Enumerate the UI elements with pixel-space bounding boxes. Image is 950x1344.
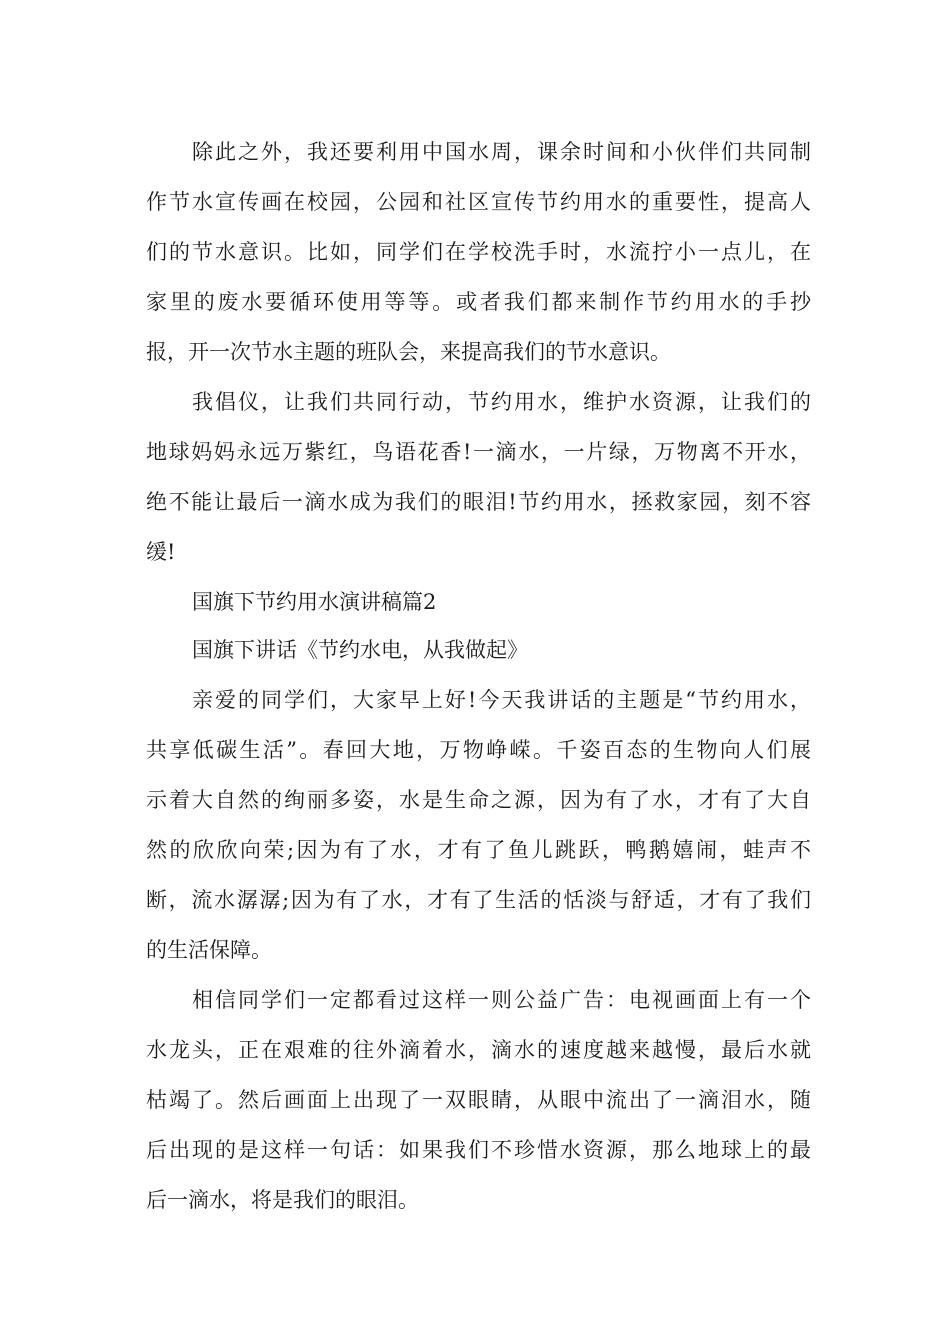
paragraph-3-line-3: 示着大自然的绚丽多姿，水是生命之源，因为有了水，才有了大自: [146, 788, 811, 812]
section-heading: 国旗下节约用水演讲稿篇2: [192, 590, 437, 614]
paragraph-2-line-3: 绝不能让最后一滴水成为我们的眼泪!节约用水，拯救家园，刻不容: [146, 490, 811, 514]
paragraph-4-line-1: 相信同学们一定都看过这样一则公益广告：电视画面上有一个: [192, 988, 811, 1012]
paragraph-3-line-1: 亲爱的同学们，大家早上好!今天我讲话的主题是“节约用水，: [192, 688, 811, 712]
paragraph-2-line-2: 地球妈妈永远万紫红，鸟语花香!一滴水，一片绿，万物离不开水，: [146, 440, 811, 464]
paragraph-2-line-4: 缓!: [146, 540, 176, 564]
paragraph-2-line-1: 我倡仪，让我们共同行动，节约用水，维护水资源，让我们的: [192, 390, 811, 414]
paragraph-1-line-4: 家里的废水要循环使用等等。或者我们都来制作节约用水的手抄: [146, 290, 811, 314]
paragraph-3-line-2: 共享低碳生活”。春回大地，万物峥嵘。千姿百态的生物向人们展: [146, 738, 811, 762]
paragraph-1-line-3: 们的节水意识。比如，同学们在学校洗手时，水流拧小一点儿，在: [146, 240, 811, 264]
paragraph-4-line-5: 后一滴水，将是我们的眼泪。: [146, 1188, 419, 1212]
paragraph-1-line-5: 报，开一次节水主题的班队会，来提高我们的节水意识。: [146, 340, 671, 364]
paragraph-4-line-4: 后出现的是这样一句话：如果我们不珍惜水资源，那么地球上的最: [146, 1138, 811, 1162]
paragraph-3-line-6: 的生活保障。: [146, 938, 272, 962]
paragraph-3-line-4: 然的欣欣向荣;因为有了水，才有了鱼儿跳跃，鸭鹅嬉闹，蛙声不: [146, 838, 811, 862]
paragraph-4-line-3: 枯竭了。然后画面上出现了一双眼睛，从眼中流出了一滴泪水，随: [146, 1088, 811, 1112]
paragraph-4-line-2: 水龙头，正在艰难的往外滴着水，滴水的速度越来越慢，最后水就: [146, 1038, 811, 1062]
paragraph-3-line-5: 断，流水潺潺;因为有了水，才有了生活的恬淡与舒适，才有了我们: [146, 888, 811, 912]
speech-title: 国旗下讲话《节约水电，从我做起》: [192, 638, 528, 662]
paragraph-1-line-2: 作节水宣传画在校园，公园和社区宣传节约用水的重要性，提高人: [146, 190, 811, 214]
paragraph-1-line-1: 除此之外，我还要利用中国水周，课余时间和小伙伴们共同制: [192, 140, 811, 164]
